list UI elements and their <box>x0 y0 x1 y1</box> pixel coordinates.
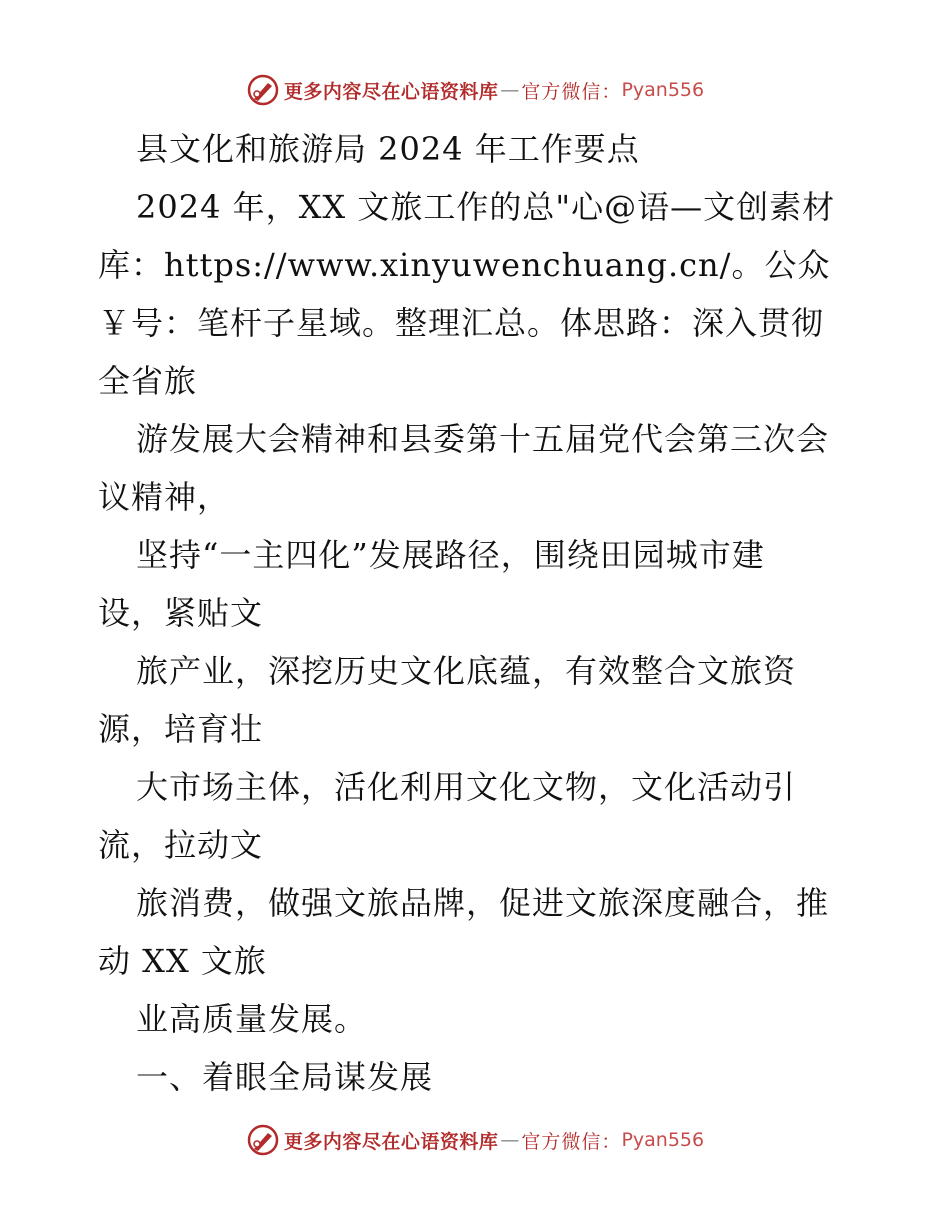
banner-separator: — <box>500 1129 520 1151</box>
header-banner <box>0 70 950 110</box>
banner-official-label: 官方微信： <box>521 80 622 103</box>
banner-text: 更多内容尽在心语资料库 <box>283 80 499 103</box>
paragraph-line: 流，拉动文 <box>98 826 264 864</box>
pen-nib-logo-icon <box>246 1123 280 1157</box>
banner-handle: Pyan556 <box>621 1129 705 1151</box>
paragraph-line: 旅产业，深挖历史文化底蕴，有效整合文旅资 <box>136 652 797 690</box>
pen-nib-logo-icon <box>246 73 280 107</box>
section-heading: 一、着眼全局谋发展 <box>136 1058 434 1096</box>
paragraph-line: 旅消费，做强文旅品牌，促进文旅深度融合，推 <box>136 884 830 922</box>
paragraph-line: 库：https://www.xinyuwenchuang.cn/。公众 <box>98 246 831 284</box>
paragraph-line: 议精神， <box>98 478 231 516</box>
document-title: 县文化和旅游局 2024 年工作要点 <box>136 130 640 168</box>
paragraph-line: 业高质量发展。 <box>136 1000 368 1038</box>
banner-official-label: 官方微信： <box>521 1130 622 1153</box>
paragraph-line: 源，培育壮 <box>98 710 264 748</box>
paragraph-line: 大市场主体，活化利用文化文物，文化活动引 <box>136 768 797 806</box>
banner-handle: Pyan556 <box>621 79 705 101</box>
paragraph-line: 游发展大会精神和县委第十五届党代会第三次会 <box>136 420 830 458</box>
paragraph-line: 2024 年，XX 文旅工作的总"心@语—文创素材 <box>136 188 836 226</box>
banner-text: 更多内容尽在心语资料库 <box>283 1130 499 1153</box>
banner-separator: — <box>500 79 520 101</box>
paragraph-line: 动 XX 文旅 <box>98 942 267 980</box>
paragraph-line: 全省旅 <box>98 362 198 400</box>
footer-banner <box>0 1120 950 1160</box>
paragraph-line: 坚持“一主四化”发展路径，围绕田园城市建 <box>136 536 765 574</box>
paragraph-line: ￥号：笔杆子星域。整理汇总。体思路：深入贯彻 <box>98 304 825 342</box>
paragraph-line: 设，紧贴文 <box>98 594 264 632</box>
document-body <box>98 120 858 1106</box>
